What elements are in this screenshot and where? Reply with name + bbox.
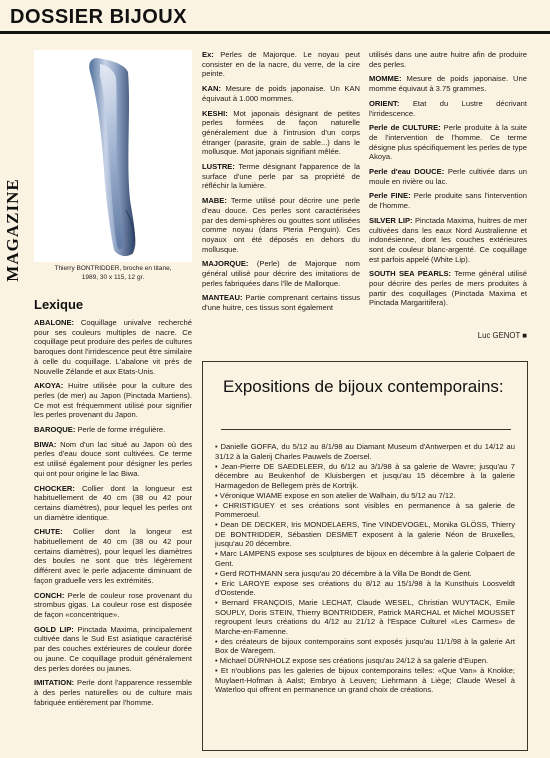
side-label-text: MAGAZINE — [3, 178, 22, 282]
glossary-entry — [369, 123, 527, 162]
glossary-term: KESHI: — [202, 108, 228, 118]
glossary-entry — [369, 50, 527, 69]
glossary-term: SILVER LIP: — [369, 215, 413, 225]
exhibition-item: • Michael DÜRNHOLZ expose ses créations jusqu'au 24/12 à sa galerie d'Eupen. — [215, 656, 489, 665]
glossary-term: Perle FINE: — [369, 191, 411, 201]
exhibition-item: • Jean-Pierre DE SAEDELEER, du 6/12 au 3/1/98 à sa galerie de Wavre; jusqu'au 7 décembre au Beukenhof de Kluisbergen et jusqu'au 15 décembre à la galerie Harmagedon de Bellegem près de Kortrijk. — [215, 461, 515, 490]
glossary-definition: Perle produite à la suite de l'intervention de l'homme. Ce terme désigne plus spécifiquement les perles de type Akoya. — [369, 123, 527, 162]
photo-caption — [34, 265, 192, 282]
glossary-term: ABALONE: — [34, 318, 75, 327]
glossary-definition: Perle dont l'apparence ressemble à des perles naturelles ou de culture mais fabriquée entièrement par l'homme. — [34, 678, 192, 707]
lexique-column-2 — [202, 50, 360, 318]
glossary-entry — [34, 484, 192, 523]
exhibition-item: • Gerd ROTHMANN sera jusqu'au 20 décembre à la Villa De Bondt de Gent. — [215, 568, 472, 578]
author-signature: Luc GENOT ■ — [477, 331, 527, 340]
glossary-term: BIWA: — [34, 439, 57, 449]
page-header — [0, 0, 550, 36]
glossary-term: CHUTE: — [34, 527, 63, 537]
glossary-entry — [34, 381, 192, 420]
lexique-column-1 — [34, 318, 192, 712]
glossary-entry — [369, 99, 527, 118]
glossary-entry — [202, 259, 360, 288]
glossary-entry — [369, 216, 527, 265]
glossary-definition: Perles de Majorque. Le noyau peut consister en de la nacre, du verre, de la cire peinte. — [202, 50, 360, 79]
glossary-term: ORIENT: — [369, 98, 400, 108]
glossary-entry — [202, 196, 360, 254]
exhibition-item: • Marc LAMPENS expose ses sculptures de bijoux en décembre à la galerie Colpaert de Gent. — [215, 549, 515, 568]
glossary-term: LUSTRE: — [202, 162, 235, 172]
glossary-definition: Terme général utilisé pour décrire des perles de mers produites à partir des coquillages (Pinctada Maxima et Pinctada Margaritifera). — [369, 269, 527, 308]
glossary-entry — [369, 167, 527, 186]
exhibition-item: • Et n'oublions pas les galeries de bijoux contemporains telles: «Que Van» à Knokke; Muylaert-Hofman à Aalst; Embryo à Leuven; Liehrmann à Liège; Claude Wesel à Waterloo qui offrent en permanence un grand choix de créations. — [215, 666, 515, 694]
glossary-entry — [202, 50, 360, 79]
glossary-term: AKOYA: — [34, 381, 64, 391]
glossary-entry — [202, 162, 360, 191]
exhibitions-rule — [221, 429, 511, 430]
exhibition-item: • Véronique WIAME expose en son atelier de Walhain, du 5/12 au 7/12. — [215, 490, 456, 500]
glossary-term: IMITATION: — [34, 678, 75, 688]
glossary-entry — [34, 318, 192, 376]
glossary-entry — [34, 591, 192, 620]
glossary-term: BAROQUE: — [34, 425, 76, 435]
glossary-definition: Etat du Lustre décrivant l'irridescence. — [369, 98, 527, 118]
glossary-term: CONCH: — [34, 590, 65, 600]
glossary-entry — [369, 74, 527, 93]
exhibition-item: • des créateurs de bijoux contemporains sont exposés jusqu'au 11/1/98 à la galerie Art Box de Waregem. — [215, 636, 515, 655]
exhibitions-title: Expositions de bijoux contemporains: — [223, 377, 504, 396]
glossary-entry — [34, 527, 192, 585]
glossary-entry — [34, 678, 192, 707]
exhibitions-box — [202, 361, 528, 751]
glossary-definition: Perle de forme irrégulière. — [75, 425, 166, 435]
glossary-term: CHOCKER: — [34, 483, 75, 493]
glossary-definition: Perle cultivée dans un moule en rivière ou lac. — [369, 167, 528, 186]
glossary-entry — [34, 625, 192, 674]
glossary-term: KAN: — [202, 84, 221, 94]
header-rule — [0, 31, 550, 34]
glossary-entry — [34, 425, 192, 435]
glossary-entry — [369, 269, 527, 308]
glossary-definition: Mesure de poids japonaise. Un KAN équivaut à 1.000 mommes. — [202, 84, 360, 103]
glossary-definition: Coquillage univalve recherché pour ses couleurs multiples de nacre. Ce coquillage peut produire des perles de cultures baroques dont l'irridescence peut être similaire à celle du coquillage. L'abalone vit près de Nouvelle Zélande et aux Etats-Unis. — [34, 318, 192, 376]
caption-line: 1989, 30 x 115, 12 gr. — [81, 273, 145, 281]
glossary-term: GOLD LIP: — [34, 624, 74, 634]
glossary-definition: (Perle) de Majorque nom général utilisé pour décrire des imitations de perles fabriquées dans l'île de Mallorque. — [202, 259, 360, 288]
glossary-term: Ex: — [202, 50, 214, 59]
glossary-definition: Collier dont la longeur est habituellement de 40 cm (38 ou 42 pour certains diamètres), pour lequel les diamètres des boules ne sont que très légèrement différent avec le perle adjacente diminuant de façon graduelle vers les extrémités. — [34, 527, 192, 585]
glossary-definition: Nom d'un lac situé au Japon où des perles d'eau douce sont cultivées. Ce terme est utilisé également pour désigner les perles qui ont pour origine le lac Biwa. — [34, 439, 192, 478]
glossary-definition: Mot japonais désignant de petites perles formées de façon naturelle généralement due à l'intrusion d'un corps étranger (parasite, grain de sable...) dans le mollusque. Mot japonais signifiant mêlée. — [202, 108, 360, 157]
lexique-column-3 — [369, 50, 527, 313]
glossary-term: Perle de CULTURE: — [369, 123, 441, 133]
titanium-brooch-image — [34, 50, 192, 262]
side-label — [2, 175, 24, 285]
glossary-definition: Terme désignant l'apparence de la surface d'une perle par sa propriété de réfléchir la lumière. — [202, 162, 360, 191]
glossary-definition: utilisés dans une autre huitre afin de produire des perles. — [369, 50, 527, 69]
caption-line: Thierry BONTRIDDER, broche en titane, — [54, 265, 172, 272]
glossary-definition: Perle de couleur rose provenant du strombus gigas. La couleur rose est disposée de façon «concentrique». — [34, 590, 192, 619]
exhibition-item: • CHRISTIGUEY et ses créations sont visibles en permanence à sa galerie de Pommeroeul. — [215, 500, 515, 519]
glossary-definition: Collier dont la longueur est habituellement de 40 cm (38 ou 42 pour certains diamètres), pour lequel les perles ont un diamètre identique. — [34, 483, 192, 522]
glossary-term: MAJORQUE: — [202, 259, 249, 269]
section-title: DOSSIER BIJOUX — [10, 6, 188, 28]
glossary-definition: Mesure de poids japonaise. Une momme équivaut à 3.75 grammes. — [369, 74, 527, 94]
glossary-entry — [202, 84, 360, 103]
glossary-definition: Partie comprenant certains tissus d'une huitre, ces tissus sont également — [202, 293, 360, 313]
exhibition-item: • Danielle GOFFA, du 5/12 au 8/1/98 au Diamant Museum d'Antwerpen et du 14/12 au 31/12 à la Galerij Charles Pauwels de Zoersel. — [215, 442, 515, 461]
glossary-entry — [202, 109, 360, 158]
exhibition-item: • Bernard FRANÇOIS, Marie LECHAT, Claude WESEL, Christian WUYTACK, Emile SOUPLY, Doris STEIN, Thierry BONTRIDDER, Patrick MARCHAL et Michel MOUSSET regroupent leurs créations du 4/12 au 21/12 à l'Espace Culturel «Les Carmes» de Marche-en-Famenne. — [215, 598, 515, 636]
exhibition-item: • Eric LAROYE expose ses créations du 8/12 au 15/1/98 à la Kunsthuis Loosveldt d'Oostende. — [215, 578, 515, 597]
glossary-definition: Pinctada Maxima, principalement cultivée dans le Sud Est asiatique caractérisé par des couches extérieures de couleur dorée ou jaune. Ce coquillage produit généralement des perles dorées ou jaunes. — [34, 624, 193, 673]
glossary-definition: Huitre utilisée pour la culture des perles (de mer) au Japon (Pinctada Martiens). Ce mot est fréquemment utilisé pour signifier les perles provenant du Japon. — [34, 381, 192, 420]
glossary-term: MOMME: — [369, 74, 402, 84]
glossary-entry — [202, 293, 360, 312]
glossary-definition: Pinctada Maxima, huitres de mer cultivées dans les eaux Nord Australienne et indonésienne, dont les couches extérieures sont de couleur blanc-argenté. Ce coquillage est parfois appelé (White Lip). — [369, 215, 527, 264]
glossary-term: SOUTH SEA PEARLS: — [369, 269, 452, 279]
glossary-term: Perle d'eau DOUCE: — [369, 167, 445, 177]
glossary-term: MANTEAU: — [202, 293, 243, 303]
lexique-heading: Lexique — [34, 297, 84, 312]
glossary-entry — [34, 440, 192, 479]
exhibitions-list — [215, 442, 515, 695]
brooch-photo — [34, 50, 192, 262]
glossary-definition: Perle produite sans l'intervention de l'homme. — [369, 191, 528, 211]
glossary-term: MABE: — [202, 196, 227, 206]
glossary-definition: Terme utilisé pour décrire une perle d'eau douce. Ces perles sont caractérisées par des demi-sphères ou gouttes sont utilisées comme noyau (dans Pteria Penguin). Ces noyaux ont été déposés en dehors du mollusque. — [202, 196, 360, 254]
glossary-entry — [369, 191, 527, 210]
exhibition-item: • Dean DE DECKER, Iris MONDELAERS, Tine VINDEVOGEL, Monika GLÖSS, Thierry DE BONTRIDDER, Sébastien DESMET exposent à la galerie Néon de Bruxelles, jusqu'au 20 décembre. — [215, 520, 515, 548]
